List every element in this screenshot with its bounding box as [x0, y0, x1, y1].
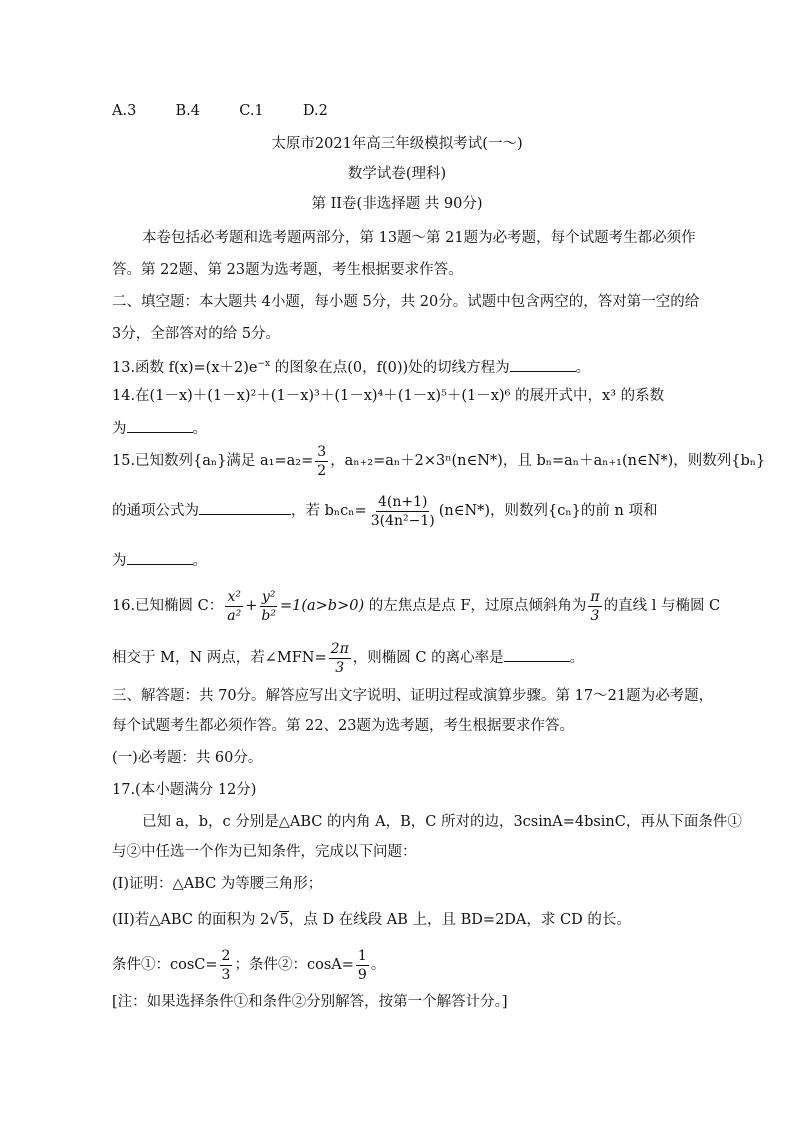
part3-line-2: 每个试题考生都必须作答。第 22、23题为选考题，考生根据要求作答。 [112, 718, 575, 734]
q16-f1-num: x² [227, 588, 241, 605]
q14-line2-a: 为 [112, 421, 127, 437]
q17-f1-num: 2 [221, 947, 231, 964]
subject-title: 数学试卷(理科) [347, 166, 447, 182]
option-a: A.3 [112, 103, 137, 119]
q16-f2-num: y² [261, 588, 276, 605]
q16-f2-den: b² [261, 607, 276, 624]
intro-line-2: 答。第 22题、第 23题为选考题，考生根据要求作答。 [112, 262, 463, 278]
q16-frac-y [259, 588, 278, 625]
question-13 [112, 354, 590, 378]
q17-title: 17.(本小题满分 12分) [112, 782, 257, 798]
q17-part2-b: ，点 D 在线段 AB 上，且 BD=2DA，求 CD 的长。 [288, 912, 631, 928]
q15-line3-a: 为 [112, 553, 127, 569]
q16-f1-den: a² [227, 607, 242, 624]
q15-fraction-bncn [369, 493, 437, 530]
q14-answer-blank[interactable] [127, 418, 193, 433]
q17-note: [注：如果选择条件①和条件②分别解答，按第一个解答计分。] [112, 994, 508, 1010]
exam-title: 太原市2021年高三年级模拟考试(一～) [271, 136, 523, 152]
q17-conditions [112, 944, 385, 986]
option-d: D.2 [302, 103, 328, 119]
q16-end: 。 [569, 650, 585, 666]
q16-frac-x [225, 588, 243, 625]
q15-line2-b: ，若 bₙcₙ= [291, 503, 367, 519]
q16-frac-2pi3 [329, 640, 351, 677]
q17-part-2 [112, 910, 631, 930]
part2-line-2: 3分，全部答对的给 5分。 [112, 326, 281, 342]
q16-answer-blank[interactable] [504, 647, 570, 662]
q16-eq: =1(a>b>0) [279, 598, 365, 614]
q16-plus: + [245, 598, 258, 614]
q15-line2-a: 的通项公式为 [112, 503, 199, 519]
q13-answer-blank[interactable] [510, 357, 576, 372]
q13-text-b: 的图象在点(0，f(0))处的切线方程为 [270, 359, 510, 376]
q16-f3-den: 3 [590, 607, 600, 624]
q16-f3-num: π [590, 588, 600, 605]
q17-cond-end: 。 [370, 957, 386, 973]
q17-frac-1-9 [356, 947, 369, 984]
q16-c: 的直线 l 与椭圆 C [603, 598, 721, 614]
q17-sqrt-value: 5 [279, 912, 289, 928]
q14-line-2 [112, 418, 207, 439]
q15-line1-b: ，aₙ₊₂=aₙ＋2×3ⁿ(n∈N*)，且 bₙ=aₙ＋aₙ₊₁(n∈N*)，则数列{bₙ} [330, 453, 766, 469]
q15-frac-num: 3 [317, 443, 327, 460]
q14-end: 。 [192, 421, 207, 437]
q15-frac2-num: 4(n+1) [377, 493, 428, 510]
q15-answer-blank-1[interactable] [199, 500, 291, 515]
q16-f4-den: 3 [335, 659, 345, 676]
q13-exponent: −x [257, 359, 271, 369]
q15-end: 。 [192, 553, 207, 569]
q17-cond-a: 条件①：cosC= [112, 957, 218, 973]
q16-frac-pi3 [588, 588, 601, 625]
option-c: C.1 [239, 103, 264, 119]
q17-part2-a: (II)若△ABC 的面积为 2 [112, 912, 270, 928]
part3-line-1: 三、解答题：共 70分。解答应写出文字说明、证明过程或演算步骤。第 17～21题为必考题， [112, 688, 714, 704]
q15-line-2 [112, 490, 657, 532]
section-title: 第 II卷(非选择题 共 90分) [311, 196, 483, 212]
answer-options-line [112, 101, 328, 121]
q15-line1-a: 15.已知数列{aₙ}满足 a₁=a₂= [112, 453, 314, 469]
option-b: B.4 [175, 103, 201, 119]
part3-required: (一)必考题：共 60分。 [112, 750, 263, 766]
q17-f2-num: 1 [357, 947, 367, 964]
q17-f1-den: 3 [221, 966, 231, 983]
q15-answer-blank-2[interactable] [127, 550, 193, 565]
q16-line-1 [112, 584, 720, 628]
q17-line-1: 已知 a，b，c 分别是△ABC 的内角 A，B，C 所对的边，3csinA=4bsinC，再从下面条件① [142, 814, 742, 830]
q17-cond-b: ；条件②：cosA= [234, 957, 354, 973]
q15-line-3 [112, 550, 207, 571]
q17-frac-2-3 [220, 947, 233, 984]
q16-line2-a: 相交于 M，N 两点，若∠MFN= [112, 650, 327, 666]
q15-fraction-3-2 [315, 443, 328, 480]
q15-frac-den: 2 [317, 462, 327, 479]
q16-f4-num: 2π [330, 640, 349, 657]
q16-a: 16.已知椭圆 C： [112, 598, 224, 614]
q16-line2-b: ，则椭圆 C 的离心率是 [352, 650, 504, 666]
q16-b: 的左焦点是点 F，过原点倾斜角为 [364, 598, 587, 614]
q13-text-a: 13.函数 f(x)=(x＋2)e [112, 359, 258, 376]
intro-line-1: 本卷包括必考题和选考题两部分，第 13题～第 21题为必考题，每个试题考生都必须作 [142, 230, 696, 246]
q13-end: 。 [575, 359, 591, 376]
q17-line-2: 与②中任选一个作为已知条件，完成以下问题： [112, 844, 417, 860]
sqrt-symbol: √ [269, 912, 279, 928]
q15-line2-c: (n∈N*)，则数列{cₙ}的前 n 项和 [438, 503, 658, 519]
q16-line-2 [112, 636, 584, 680]
q14-line-1: 14.在(1－x)＋(1－x)²＋(1－x)³＋(1－x)⁴＋(1－x)⁵＋(1－x)⁶ 的展开式中，x³ 的系数 [112, 388, 665, 404]
q17-part-1: (I)证明：△ABC 为等腰三角形； [112, 876, 323, 892]
part2-line-1: 二、填空题：本大题共 4小题，每小题 5分，共 20分。试题中包含两空的，答对第一空的给 [112, 294, 700, 310]
q15-line-1 [112, 440, 765, 482]
q17-f2-den: 9 [357, 966, 367, 983]
q15-frac2-den: 3(4n²−1) [370, 512, 435, 529]
